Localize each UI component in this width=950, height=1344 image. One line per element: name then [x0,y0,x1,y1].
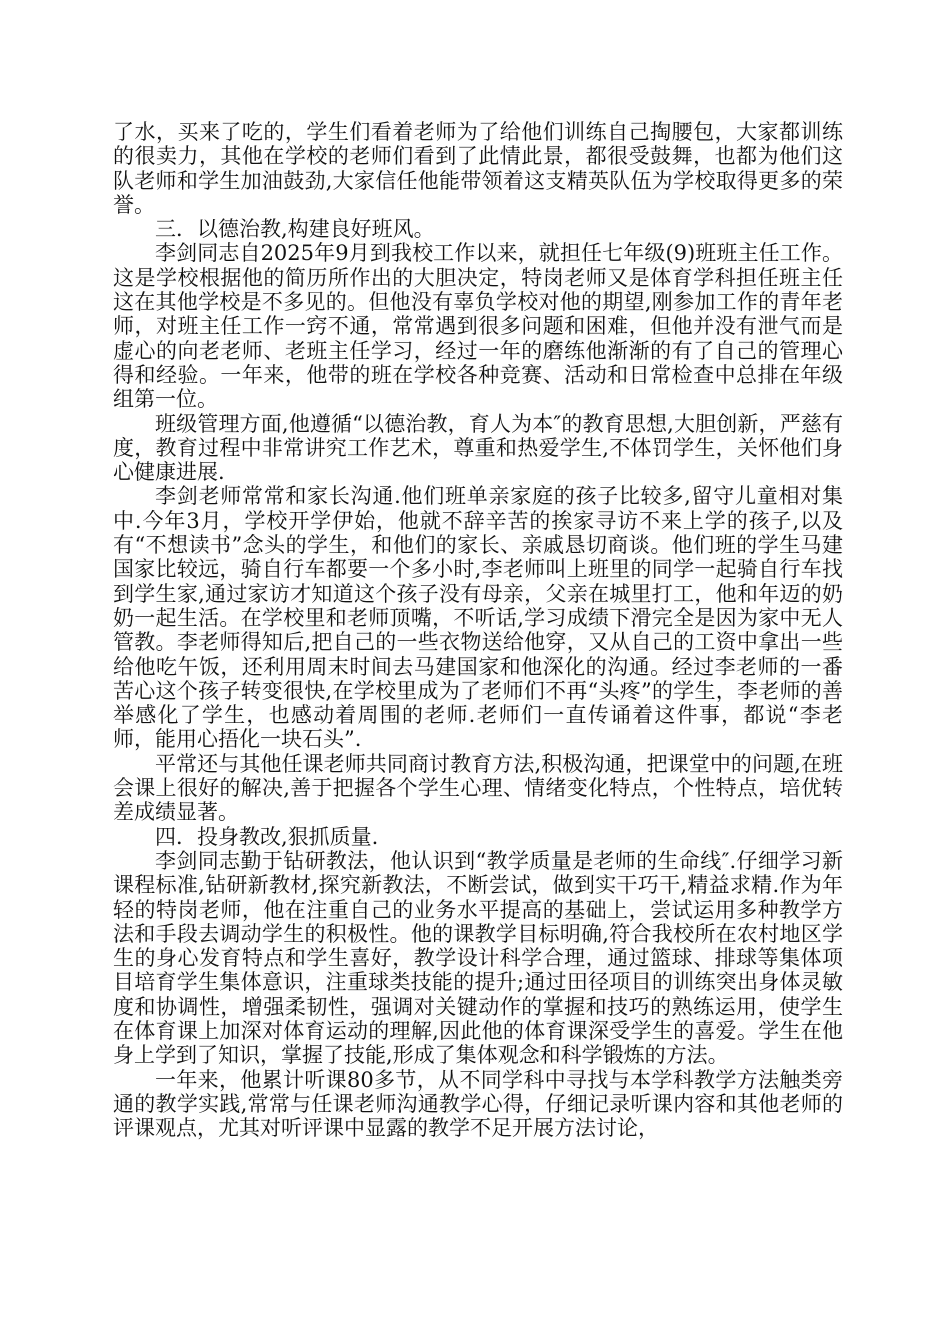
paragraph-parent-communication: 李剑老师常常和家长沟通.他们班单亲家庭的孩子比较多,留守儿童相对集中.今年3月，学校开学伊始，他就不辞辛苦的挨家寻访不来上学的孩子,以及有“不想读书”念头的学生，和他们的家长、亲戚恳切商谈。他们班的学生马建国家比较远，骑自行车都要一个多小时,李老师叫上班里的同学一起骑自行车找到学生家,通过家访才知道这个孩子没有母亲，父亲在城里打工，他和年迈的奶奶一起生活。在学校里和老师顶嘴，不听话,学习成绩下滑完全是因为家中无人管教。李老师得知后,把自己的一些衣物送给他穿，又从自己的工资中拿出一些给他吃午饭，还利用周末时间去马建国家和他深化的沟通。经过李老师的一番苦心这个孩子转变很快,在学校里成为了老师们不再“头疼”的学生，李老师的善举感化了学生，也感动着周围的老师.老师们一直传诵着这件事，都说“李老师，能用心捂化一块石头”. [113,484,843,752]
section-heading-moral-education: 三．以德治教,构建良好班风。 [155,217,435,242]
paragraph-teacher-collaboration: 平常还与其他任课老师共同商讨教育方法,积极沟通，把课堂中的问题,在班会课上很好的解决,善于把握各个学生心理、情绪变化特点，个性特点，培优转差成绩显著。 [113,751,843,825]
paragraph-teaching-methods: 李剑同志勤于钻研教法，他认识到“教学质量是老师的生命线″.仔细学习新课程标准,钻研新教材,探究新教法，不断尝试，做到实干巧干,精益求精.作为年轻的特岗老师，他在注重自己的业务水平提高的基础上，尝试运用多种教学方法和手段去调动学生的积极性。他的课教学目标明确,符合我校所在农村地区学生的身心发育特点和学生喜好，教学设计科学合理，通过篮球、排球等集体项目培育学生集体意识，注重球类技能的提升;通过田径项目的训练突出身体灵敏度和协调性，增强柔韧性，强调对关键动作的掌握和技巧的熟练运用，使学生在体育课上加深对体育运动的理解,因此他的体育课深受学生的喜爱。学生在他身上学到了知识，掌握了技能,形成了集体观念和科学锻炼的方法。 [113,848,843,1068]
section-heading-teaching-reform: 四．投身教改,狠抓质量. [155,824,379,849]
paragraph-lesson-observation: 一年来，他累计听课80多节，从不同学科中寻找与本学科教学方法触类旁通的教学实践,常常与任课老师沟通教学心得，仔细记录听课内容和其他老师的评课观点，尤其对听评课中显露的教学不足开展方法讨论， [113,1067,843,1141]
paragraph-class-teacher: 李剑同志自2025年9月到我校工作以来，就担任七年级(9)班班主任工作。这是学校根据他的简历所作出的大胆决定，特岗老师又是体育学科担任班主任这在其他学校是不多见的。但他没有辜负学校对他的期望,刚参加工作的青年老师，对班主任工作一窍不通，常常遇到很多问题和困难，但他并没有泄气而是虚心的向老老师、老班主任学习，经过一年的磨练他渐渐的有了自己的管理心得和经验。一年来，他带的班在学校各种竞赛、活动和日常检查中总排在年级组第一位。 [113,241,843,412]
document-body [113,120,843,1140]
paragraph-class-management: 班级管理方面,他遵循“以德治教，育人为本″的教育思想,大胆创新，严慈有度，教育过程中非常讲究工作艺术，尊重和热爱学生,不体罚学生，关怀他们身心健康进展. [113,411,843,485]
paragraph-training-continuation: 了水，买来了吃的，学生们看着老师为了给他们训练自己掏腰包，大家都训练的很卖力，其他在学校的老师们看到了此情此景，都很受鼓舞，也都为他们这队老师和学生加油鼓劲,大家信任他能带领着这支精英队伍为学校取得更多的荣誉。 [113,120,843,217]
